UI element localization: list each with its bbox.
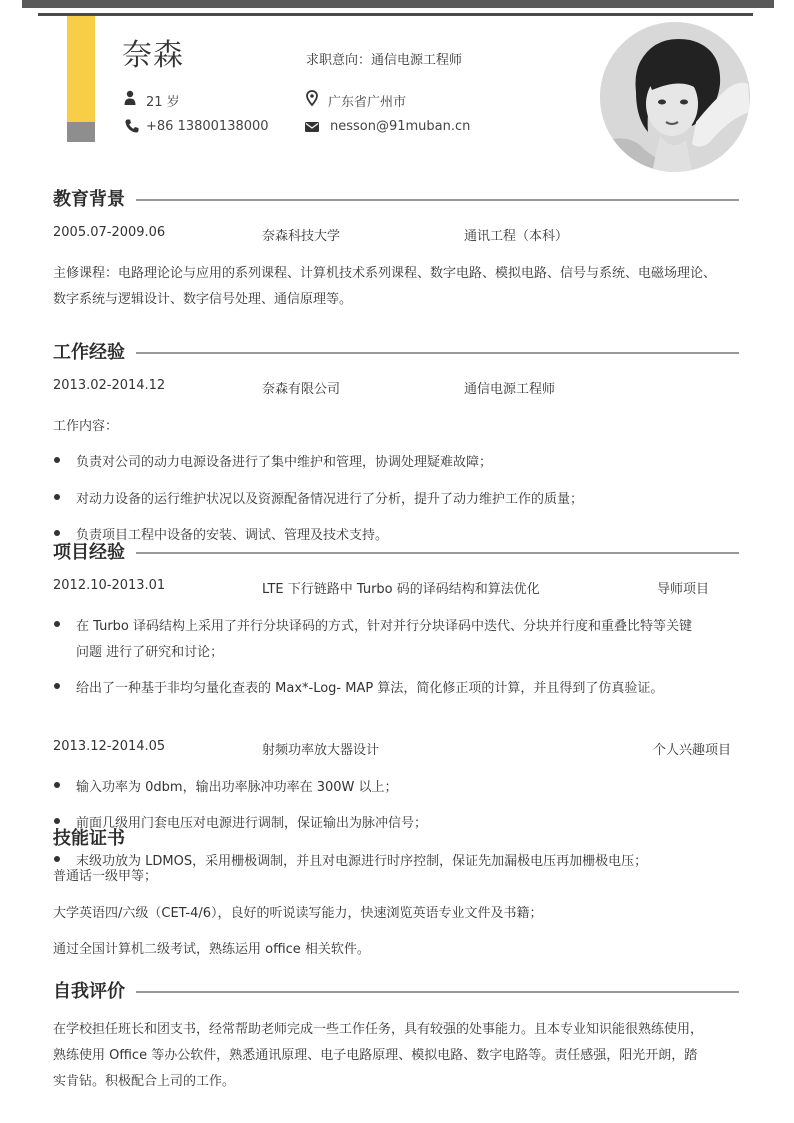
work-title: 工作经验 <box>53 342 125 363</box>
projects-title: 项目经验 <box>53 542 125 563</box>
self-eval-line3: 实肯钻。积极配合上司的工作。 <box>53 1074 236 1089</box>
age-text: 21 岁 <box>146 95 180 110</box>
bullet-dot <box>54 621 60 627</box>
bullet-dot <box>54 856 60 862</box>
bullet-dot <box>54 530 60 536</box>
location-pin-icon <box>304 90 320 106</box>
skill-item: 普通话一级甲等； <box>53 869 158 884</box>
bullet-dot <box>54 494 60 500</box>
education-school: 奈森科技大学 <box>262 229 341 244</box>
project2-item: 前面几级用门套电压对电源进行调制，保证输出为脉冲信号； <box>76 816 428 831</box>
project2-name: 射频功率放大器设计 <box>262 743 380 758</box>
skill-item: 大学英语四/六级（CET-4/6），良好的听说读写能力，快速浏览英语专业文件及书籍； <box>53 906 543 921</box>
location-text: 广东省广州市 <box>328 95 407 110</box>
project1-item1-line2: 问题 进行了研究和讨论； <box>76 645 224 660</box>
work-position: 通信电源工程师 <box>464 382 556 397</box>
self-eval-line2: 熟练使用 Office 等办公软件，熟悉通讯原理、电子电路原理、模拟电路、数字电路等。责任感强，阳光开朗，踏 <box>53 1048 698 1063</box>
project2-item: 末级功放为 LDMOS，采用栅极调制，并且对电源进行时序控制，保证先加漏极电压再加栅极电压； <box>76 854 648 869</box>
accent-bar <box>67 16 95 122</box>
top-divider-line <box>38 13 753 16</box>
work-item: 负责对公司的动力电源设备进行了集中维护和管理，协调处理疑难故障； <box>76 455 493 470</box>
project2-role: 个人兴趣项目 <box>653 743 732 758</box>
bullet-dot <box>54 457 60 463</box>
education-courses-line1: 主修课程：电路理论论与应用的系列课程、计算机技术系列课程、数字电路、模拟电路、信号与系统、电磁场理论、 <box>53 266 717 281</box>
work-divider <box>136 352 739 354</box>
education-period: 2005.07-2009.06 <box>53 225 166 240</box>
self-eval-line1: 在学校担任班长和团支书，经常帮助老师完成一些工作任务，具有较强的处事能力。且本专业知识能很熟练使用， <box>53 1022 704 1037</box>
candidate-name: 奈森 <box>122 38 184 73</box>
work-intro: 工作内容： <box>53 419 119 434</box>
self-eval-divider <box>136 991 739 993</box>
bullet-dot <box>54 683 60 689</box>
projects-divider <box>136 552 739 554</box>
education-title: 教育背景 <box>53 189 125 210</box>
work-period: 2013.02-2014.12 <box>53 378 166 393</box>
email-icon <box>304 119 320 135</box>
avatar <box>600 22 750 172</box>
self-eval-title: 自我评价 <box>53 981 125 1002</box>
skill-item: 通过全国计算机二级考试，熟练运用 office 相关软件。 <box>53 942 370 957</box>
phone-icon <box>124 118 140 134</box>
work-item: 对动力设备的运行维护状况以及资源配备情况进行了分析，提升了动力维护工作的质量； <box>76 492 584 507</box>
work-item: 负责项目工程中设备的安装、调试、管理及技术支持。 <box>76 528 389 543</box>
project1-item2: 给出了一种基于非均匀量化查表的 Max*-Log- MAP 算法，简化修正项的计算，并且得到了仿真验证。 <box>76 681 664 696</box>
project2-period: 2013.12-2014.05 <box>53 739 166 754</box>
skills-title: 技能证书 <box>53 828 125 849</box>
accent-block <box>67 122 95 142</box>
education-courses-line2: 数字系统与逻辑设计、数字信号处理、通信原理等。 <box>53 292 353 307</box>
top-border-bar <box>22 0 774 8</box>
phone-text: +86 13800138000 <box>146 119 269 134</box>
job-intent: 求职意向：通信电源工程师 <box>306 53 463 68</box>
project1-item1-line1: 在 Turbo 译码结构上采用了并行分块译码的方式，针对并行分块译码中迭代、分块并行度和重叠比特等关键 <box>76 619 693 634</box>
email-text: nesson@91muban.cn <box>330 119 471 134</box>
project1-role: 导师项目 <box>657 582 710 597</box>
bullet-dot <box>54 782 60 788</box>
education-divider <box>136 199 739 201</box>
project1-period: 2012.10-2013.01 <box>53 578 166 593</box>
project2-item: 输入功率为 0dbm，输出功率脉冲功率在 300W 以上； <box>76 780 398 795</box>
work-company: 奈森有限公司 <box>262 382 341 397</box>
education-major: 通讯工程（本科） <box>464 229 569 244</box>
project1-name: LTE 下行链路中 Turbo 码的译码结构和算法优化 <box>262 582 540 597</box>
person-icon <box>122 90 138 106</box>
